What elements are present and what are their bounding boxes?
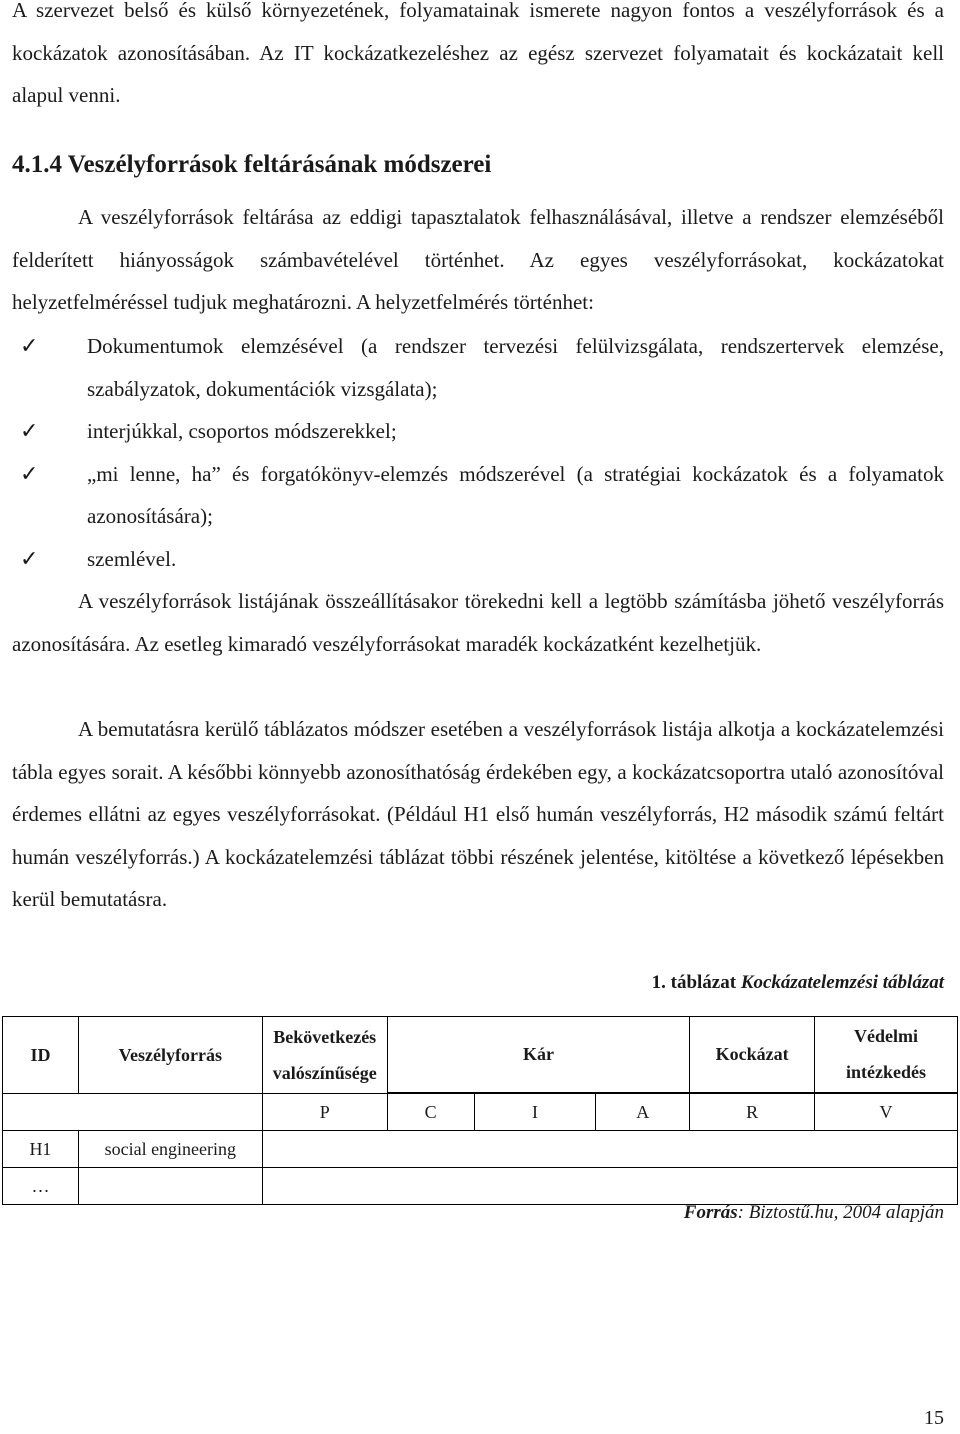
header-damage: Kár — [387, 1017, 689, 1093]
checkmark-icon: ✓ — [20, 460, 39, 486]
header-probability-line1: Bekövetkezés — [273, 1027, 377, 1047]
subheader-c: C — [387, 1094, 474, 1131]
header-protection-line1: Védelmi — [854, 1026, 919, 1047]
method-list — [12, 325, 944, 580]
subheader-p: P — [262, 1094, 387, 1131]
subheader-spacer — [3, 1094, 263, 1131]
paragraph-2: A veszélyforrások listájának összeállításakor törekedni kell a legtöbb számításba jöhető veszélyforrás azonosítására. Az esetleg kimaradó veszélyforrásokat maradék kockázatként kezelhetjük. — [12, 589, 944, 656]
subheader-a: A — [596, 1094, 690, 1131]
cell-source: social engineering — [78, 1131, 262, 1168]
header-probability-line2: valószínűsége — [272, 1063, 377, 1083]
list-item — [12, 538, 944, 581]
table-caption — [652, 966, 944, 1000]
table-source — [684, 1196, 944, 1230]
list-item-text: szemlével. — [87, 546, 177, 571]
list-item — [12, 453, 944, 538]
checkmark-icon: ✓ — [20, 333, 39, 358]
subheader-v: V — [815, 1094, 958, 1131]
header-probability — [262, 1017, 387, 1094]
paragraph-1: A veszélyforrások feltárása az eddigi tapasztalatok felhasználásával, illetve a rendszer elemzéséből felderített hiányosságok számbavételével történhet. Az egyes veszélyforrásokat, kockázatokat helyzetfelméréssel tudjuk meghatározni. A helyzetfelmérés történhet: — [12, 205, 944, 314]
risk-analysis-table — [2, 1016, 958, 1205]
source-label: Forrás — [683, 1202, 738, 1223]
subheader-r: R — [690, 1094, 815, 1131]
list-item — [12, 325, 944, 410]
list-item-text: interjúkkal, csoportos módszerekkel; — [87, 419, 397, 443]
cell-id: H1 — [3, 1131, 79, 1168]
table-caption-number: 1. táblázat — [651, 972, 737, 993]
table-caption-title: Kockázatelemzési táblázat — [740, 972, 944, 993]
header-id: ID — [3, 1017, 79, 1094]
page-number: 15 — [924, 1407, 944, 1429]
list-item — [12, 410, 944, 453]
header-protection — [815, 1017, 958, 1093]
section-heading: 4.1.4 Veszélyforrások feltárásának módszerei — [12, 151, 492, 178]
checkmark-icon: ✓ — [20, 418, 39, 443]
header-protection-line2: intézkedés — [846, 1062, 927, 1083]
source-text: : Biztostű.hu, 2004 alapján — [737, 1202, 944, 1223]
cell-source — [78, 1168, 262, 1205]
list-item-text: „mi lenne, ha” és forgatókönyv-elemzés módszerével (a stratégiai kockázatok és a folyamatok azonosítására); — [87, 461, 944, 528]
checkmark-icon: ✓ — [20, 545, 39, 571]
table-row — [3, 1131, 958, 1168]
intro-paragraph: A szervezet belső és külső környezetének, folyamatainak ismerete nagyon fontos a veszélyforrások és a kockázatok azonosításában. Az IT kockázatkezeléshez az egész szervezet folyamatait és kockázatait kell alapul venni. — [12, 0, 944, 107]
cell-id: … — [3, 1168, 79, 1205]
list-item-text: Dokumentumok elemzésével (a rendszer tervezési felülvizsgálata, rendszertervek elemzése, szabályzatok, dokumentációk vizsgálata); — [87, 334, 944, 401]
header-source: Veszélyforrás — [78, 1017, 262, 1094]
header-risk: Kockázat — [690, 1017, 815, 1093]
cell-empty — [262, 1131, 957, 1168]
subheader-i: I — [474, 1094, 596, 1131]
paragraph-3: A bemutatásra kerülő táblázatos módszer esetében a veszélyforrások listája alkotja a kockázatelemzési tábla egyes sorait. A későbbi könnyebb azonosíthatóság érdekében egy, a kockázatcsoportra utaló azonosítóval érdemes ellátni az egyes veszélyforrásokat. (Például H1 első humán veszélyforrás, H2 második számú feltárt humán veszélyforrás.) A kockázatelemzési táblázat többi részének jelentése, kitöltése a következő lépésekben kerül bemutatásra. — [12, 717, 944, 911]
